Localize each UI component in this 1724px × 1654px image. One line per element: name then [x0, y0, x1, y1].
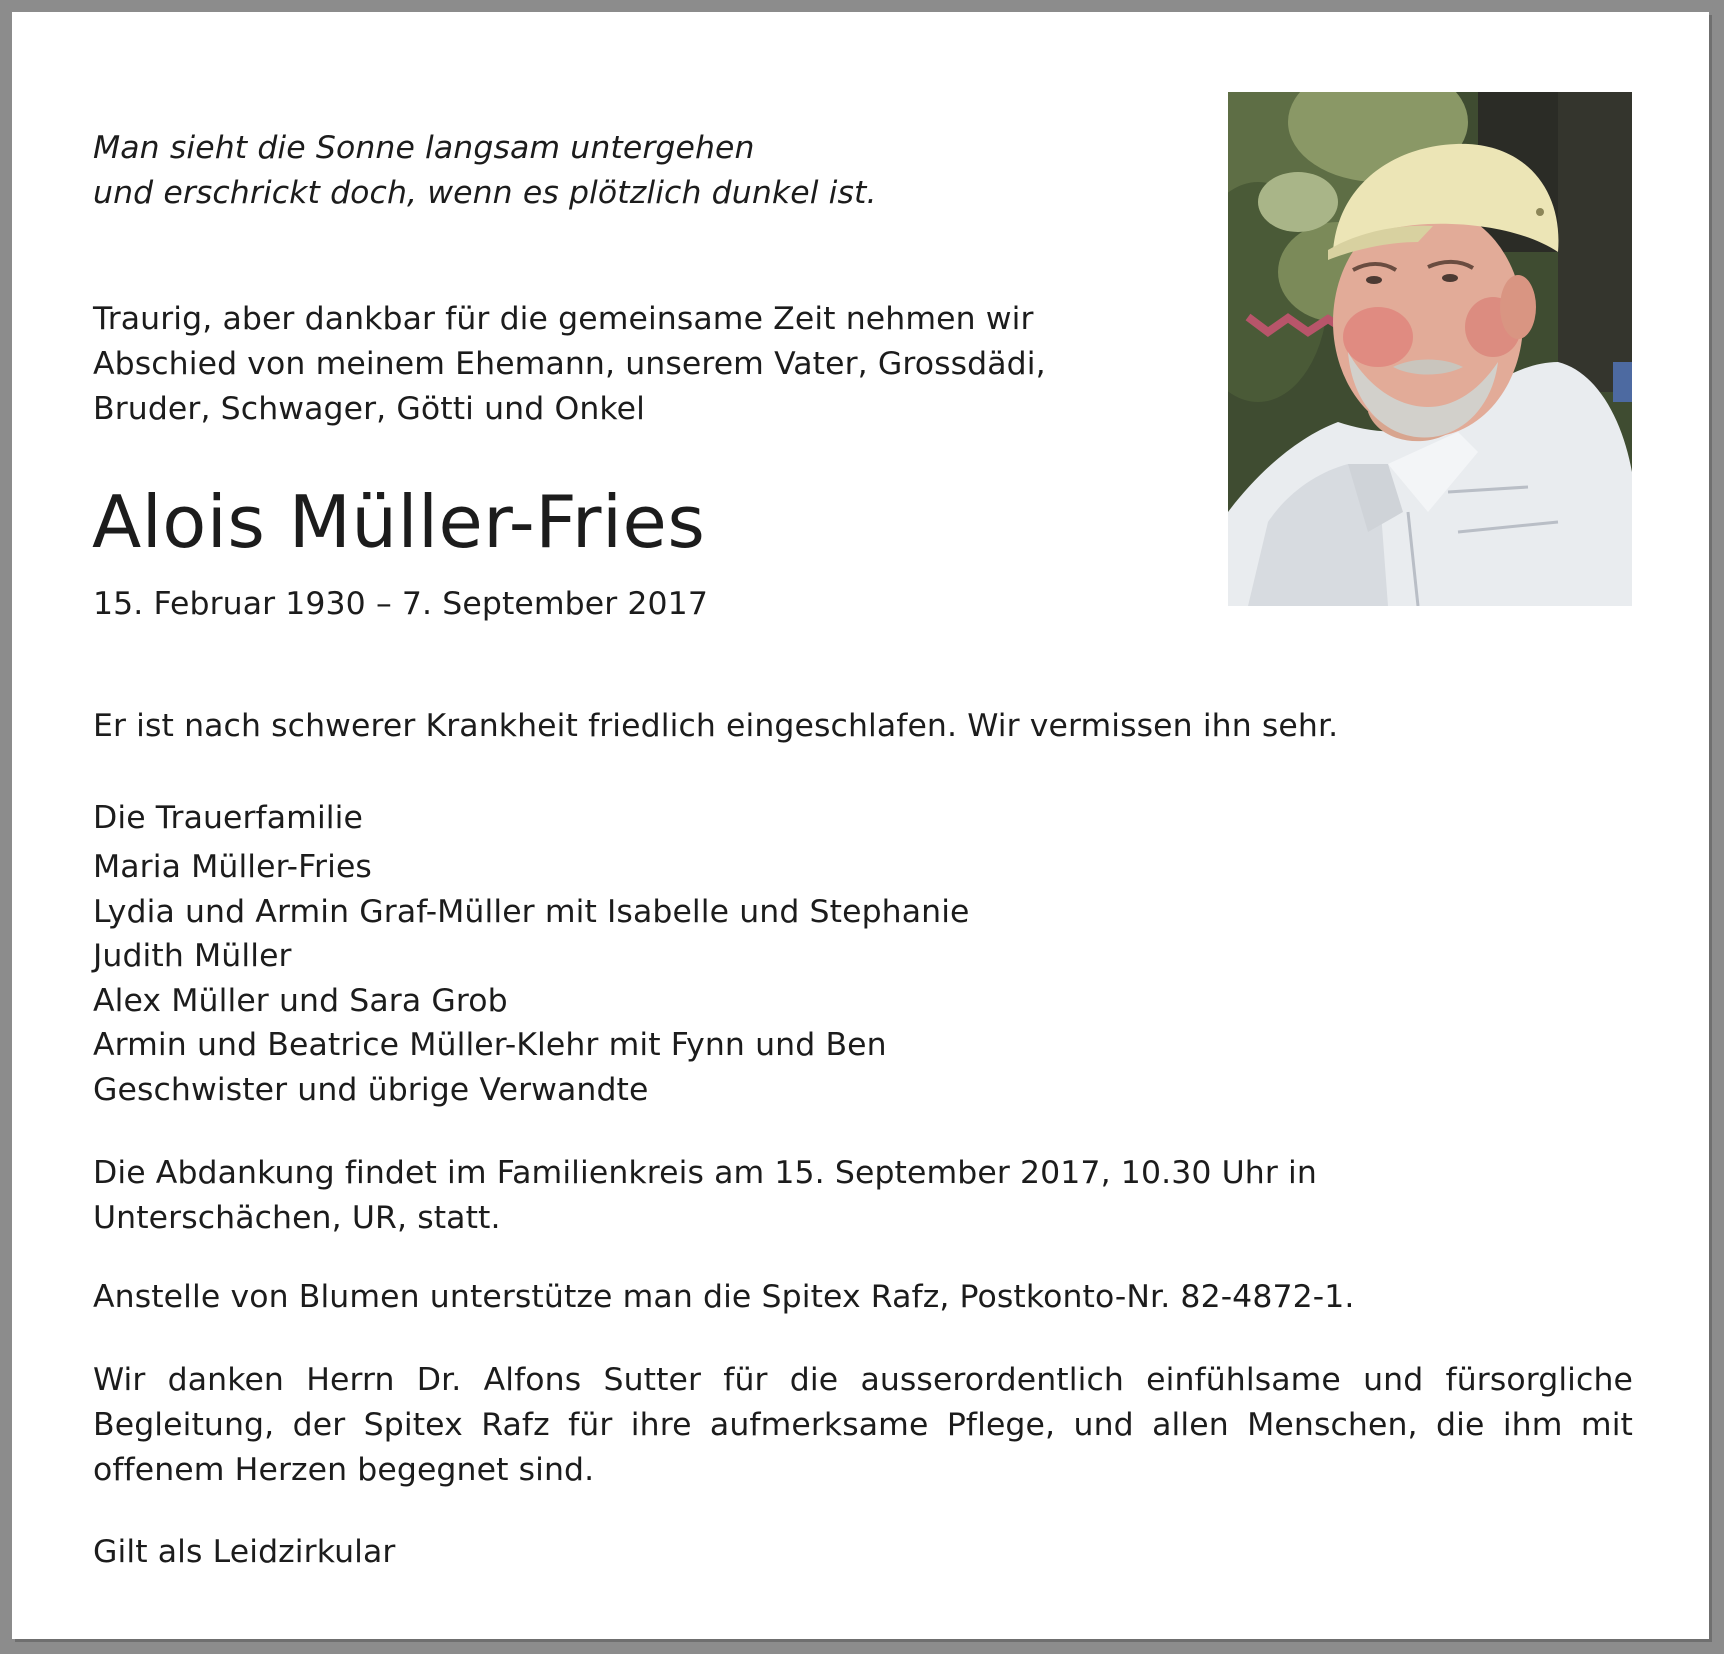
- family-title: Die Trauerfamilie: [93, 800, 363, 836]
- portrait-photo: [1228, 92, 1632, 606]
- service-line-2: Unterschächen, UR, statt.: [93, 1200, 501, 1236]
- message: Er ist nach schwerer Krankheit friedlich eingeschlafen. Wir vermissen ihn sehr.: [93, 708, 1339, 744]
- service-info: [93, 1151, 1317, 1241]
- family-member: Judith Müller: [93, 938, 292, 975]
- intro-line-3: Bruder, Schwager, Götti und Onkel: [93, 391, 645, 427]
- intro-line-1: Traurig, aber dankbar für die gemeinsame Zeit nehmen wir: [93, 301, 1034, 337]
- quote-line-1: Man sieht die Sonne langsam untergehen: [93, 130, 755, 166]
- family-member: Geschwister und übrige Verwandte: [93, 1071, 649, 1108]
- quote: [93, 126, 877, 216]
- obituary-notice: [12, 12, 1709, 1639]
- family-member: Maria Müller-Fries: [93, 849, 372, 885]
- intro-text: [93, 297, 1046, 432]
- quote-line-2: und erschrickt doch, wenn es plötzlich dunkel ist.: [93, 175, 877, 211]
- family-member: Lydia und Armin Graf-Müller mit Isabelle und Stephanie: [93, 893, 970, 930]
- life-dates: 15. Februar 1930 – 7. September 2017: [93, 586, 708, 622]
- family-list: [93, 845, 970, 1113]
- donation-info: Anstelle von Blumen unterstütze man die Spitex Rafz, Postkonto-Nr. 82-4872-1.: [93, 1279, 1355, 1315]
- family-member: Alex Müller und Sara Grob: [93, 982, 508, 1019]
- closing-note: Gilt als Leidzirkular: [93, 1534, 396, 1570]
- intro-line-2: Abschied von meinem Ehemann, unserem Vater, Grossdädi,: [93, 346, 1046, 382]
- thanks-paragraph: Wir danken Herrn Dr. Alfons Sutter für die ausserordentlich einfühlsame und fürsorgliche Begleitung, der Spitex Rafz für ihre aufmerksame Pflege, und allen Menschen, die ihm mit offenem Herzen begegnet sind.: [93, 1362, 1633, 1488]
- service-line-1: Die Abdankung findet im Familienkreis am 15. September 2017, 10.30 Uhr in: [93, 1155, 1317, 1191]
- family-member: Armin und Beatrice Müller-Klehr mit Fynn und Ben: [93, 1027, 887, 1064]
- deceased-name: Alois Müller-Fries: [92, 480, 706, 564]
